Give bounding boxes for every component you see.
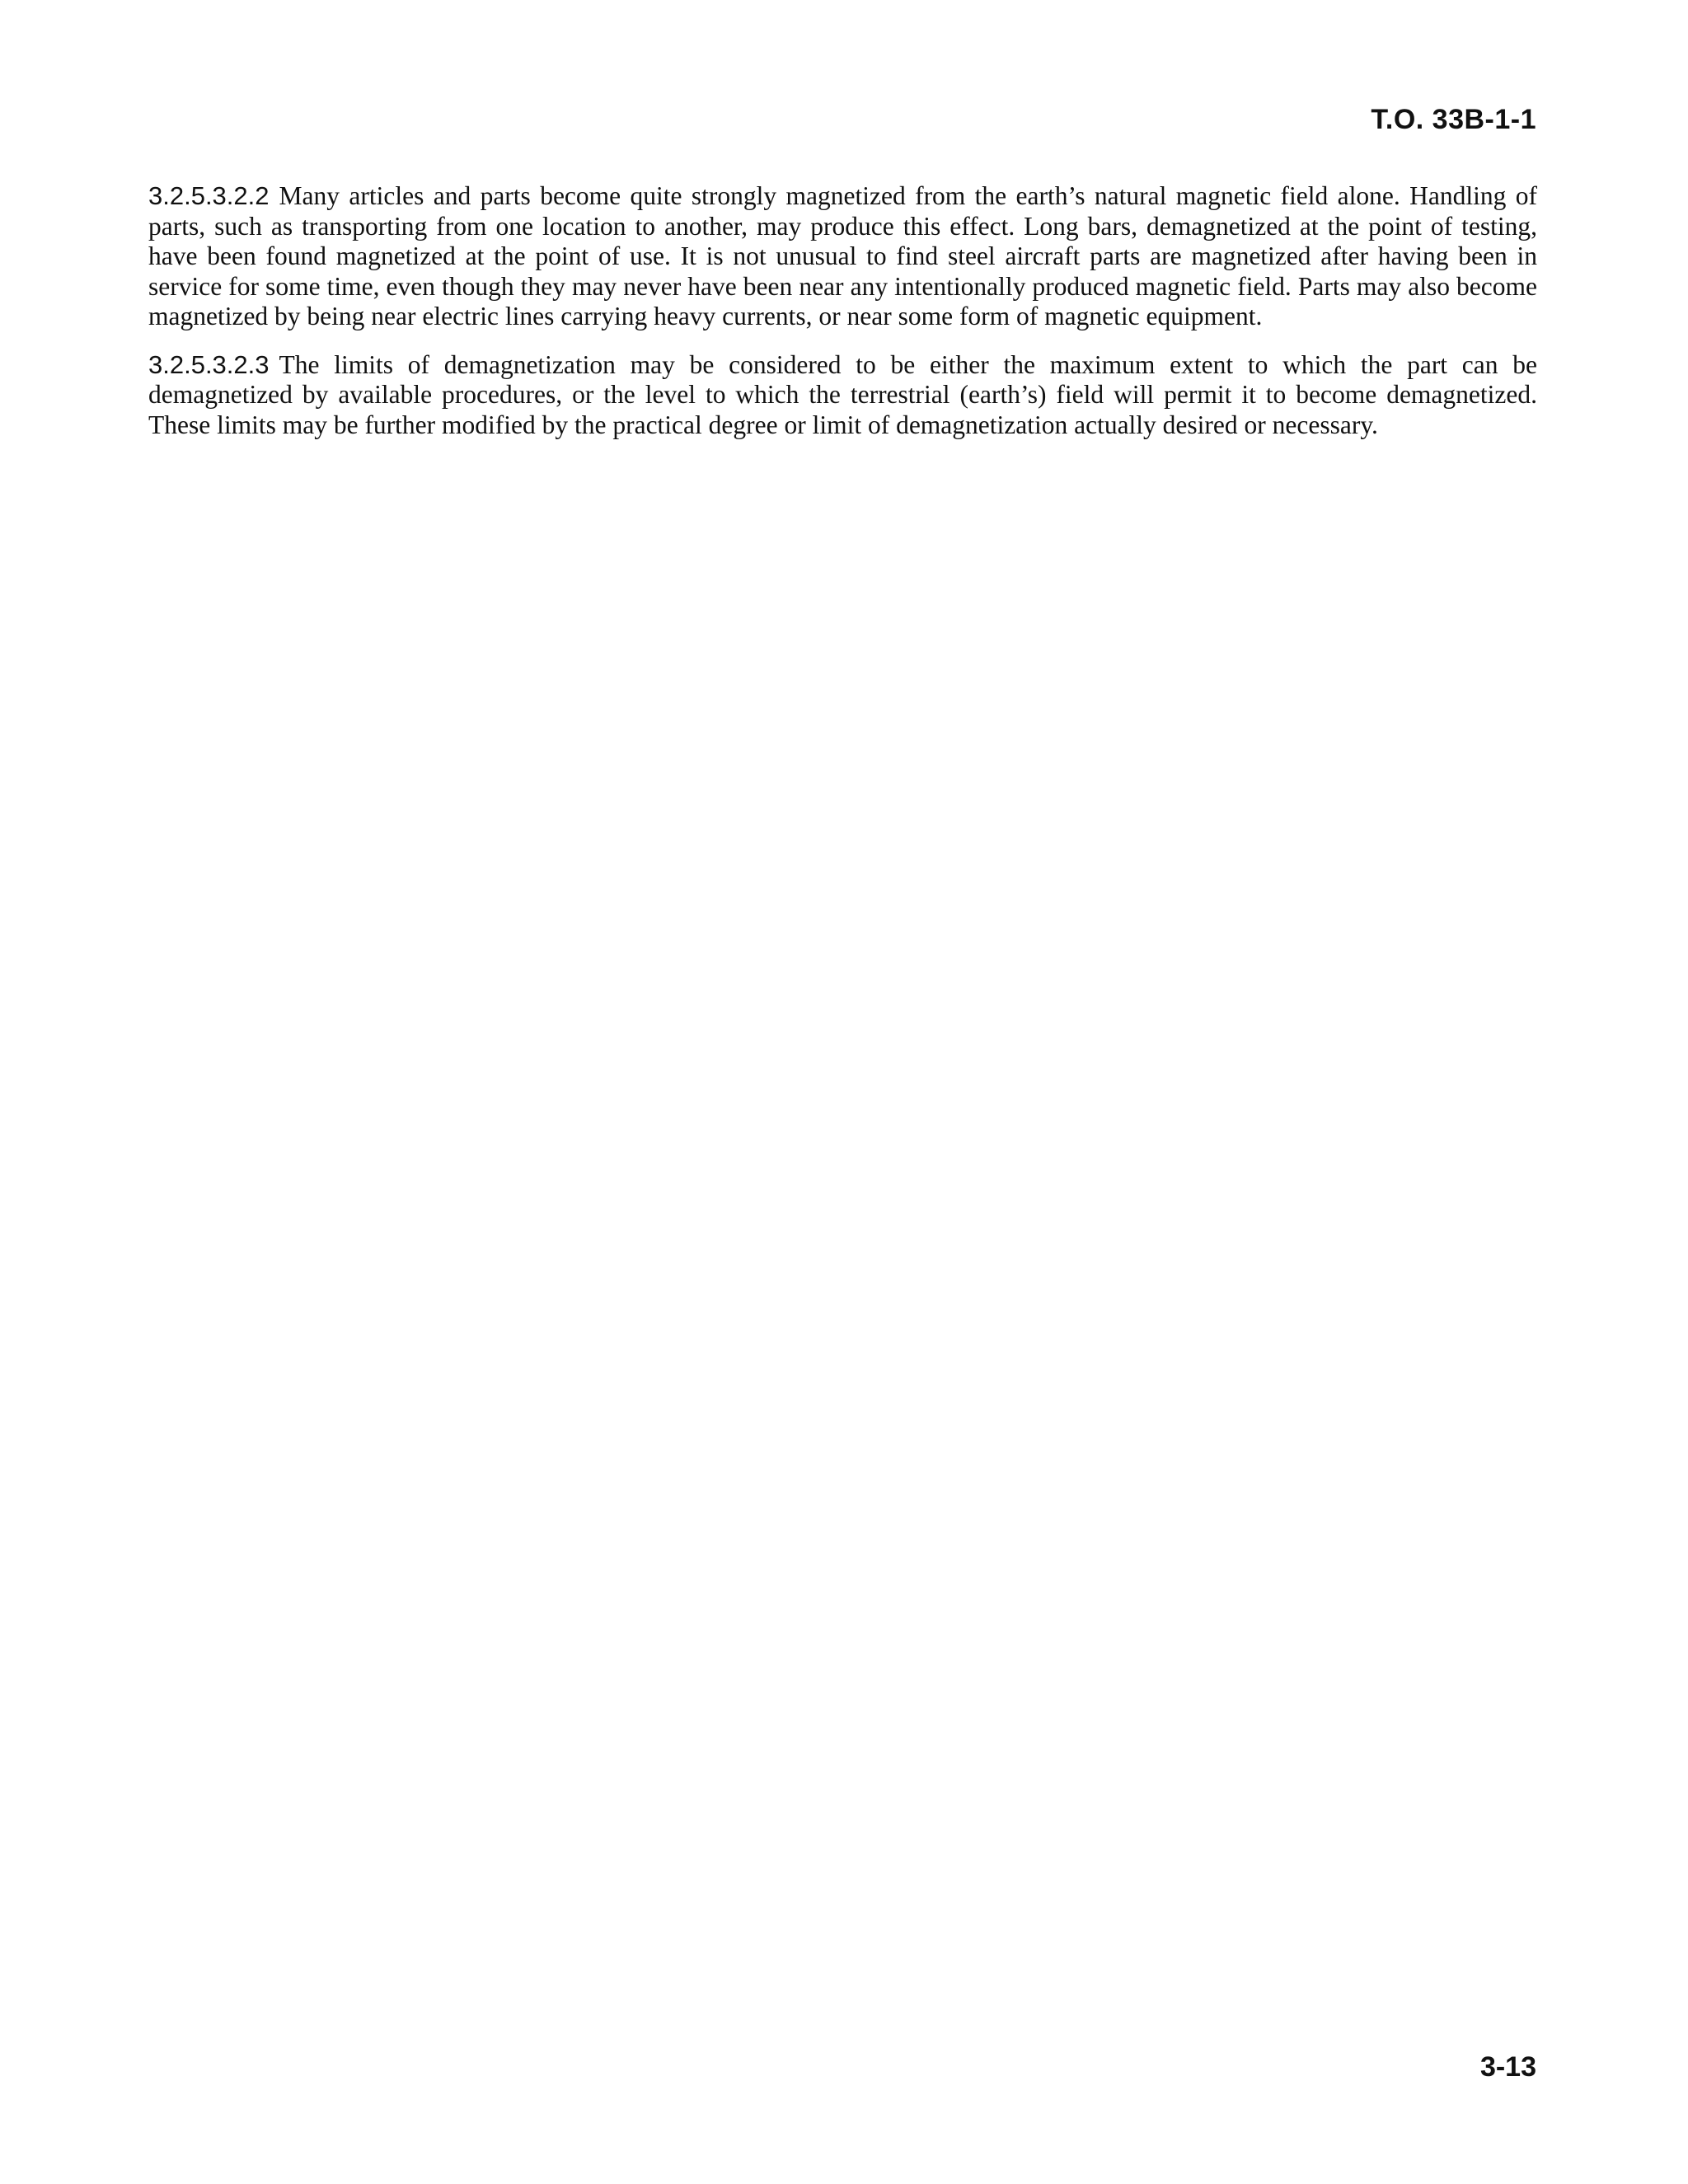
paragraph-text: Many articles and parts become quite strongly magnetized from the earth’s natural magnetic field alone. Handling of parts, such as transporting from one location to another, may produce this effect. Long bars, demagnetized at the point of testing, have been found magnetized at the point of use. It is not unusual to find steel aircraft parts are magnetized after having been in service for some time, even though they may never have been near any intentionally produced magnetic field. Parts may also become magnetized by being near electric lines carrying heavy currents, or near some form of magnetic equipment. xyxy=(148,181,1537,330)
paragraph-text: The limits of demagnetization may be considered to be either the maximum extent to which the part can be demagnetized by available procedures, or the level to which the terrestrial (earth’s) field will permit it to become demagnetized. These limits may be further modified by the practical degree or limit of demagnetization actually desired or necessary. xyxy=(148,349,1537,439)
paragraph-number: 3.2.5.3.2.3 xyxy=(148,349,270,379)
paragraph-number: 3.2.5.3.2.2 xyxy=(148,181,270,210)
paragraph-3-2-5-3-2-3 xyxy=(148,350,1537,441)
paragraph-3-2-5-3-2-2 xyxy=(148,181,1537,332)
page-number: 3-13 xyxy=(1479,2051,1536,2083)
document-body xyxy=(148,181,1537,458)
document-id-header: T.O. 33B-1-1 xyxy=(1371,104,1536,135)
